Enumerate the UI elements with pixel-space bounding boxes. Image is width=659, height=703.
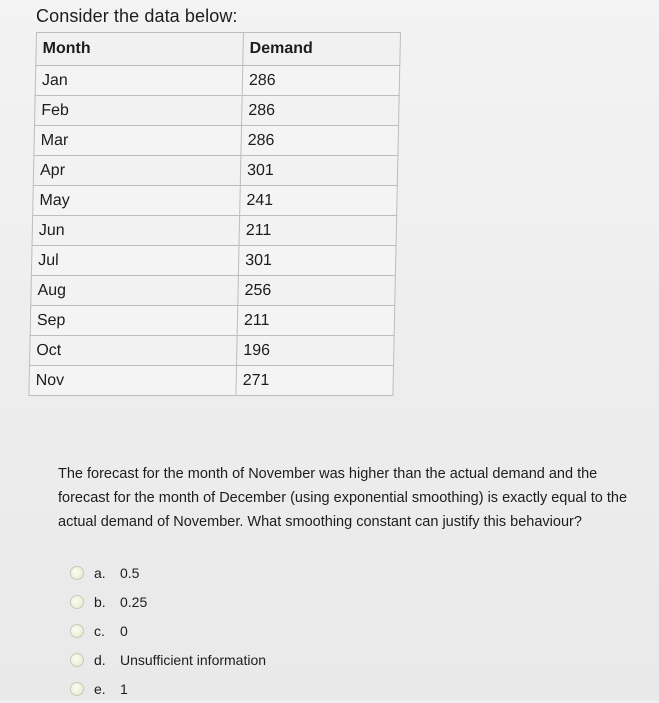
option-letter: a. (94, 564, 106, 581)
header-month: Month (36, 33, 244, 66)
option-text: Unsufficient information (120, 651, 267, 668)
table-row (33, 186, 398, 216)
intro-text: Consider the data below: (36, 6, 238, 26)
table-row (30, 336, 395, 366)
month-cell: Apr (33, 156, 241, 186)
option-text: 0.5 (120, 564, 140, 581)
option-letter: c. (94, 622, 105, 639)
demand-cell: 241 (240, 186, 398, 216)
month-cell: Jun (32, 216, 240, 246)
table-row (34, 126, 399, 156)
option-a[interactable] (70, 558, 266, 587)
table-header-row (36, 33, 401, 66)
option-text: 0.25 (120, 593, 148, 610)
question-text: The forecast for the month of November was higher than the actual demand and the forecast for the month of December (using exponential smoothing) is exactly equal to the actual demand of November. What smoothing constant can justify this behaviour? (58, 466, 628, 530)
table-row (29, 366, 394, 396)
month-cell: Jul (31, 246, 239, 276)
demand-cell: 301 (240, 156, 398, 186)
month-cell: Sep (30, 306, 238, 336)
month-cell: Feb (35, 96, 243, 126)
answer-options (70, 558, 266, 703)
demand-table (28, 32, 401, 396)
radio-button[interactable] (70, 595, 84, 609)
month-cell: Aug (31, 276, 239, 306)
option-e[interactable] (70, 674, 266, 703)
month-cell: Oct (30, 336, 238, 366)
table-row (31, 246, 396, 276)
demand-cell: 301 (238, 246, 396, 276)
demand-cell: 286 (242, 66, 400, 96)
table-row (32, 216, 397, 246)
table-row (33, 156, 398, 186)
header-demand: Demand (243, 33, 401, 66)
option-d[interactable] (70, 645, 266, 674)
radio-button[interactable] (70, 566, 84, 580)
option-text: 1 (120, 680, 128, 697)
option-letter: b. (94, 593, 106, 610)
option-letter: e. (94, 680, 106, 697)
demand-cell: 211 (239, 216, 397, 246)
table-row (31, 276, 396, 306)
month-cell: Jan (35, 66, 243, 96)
demand-cell: 196 (237, 336, 395, 366)
demand-cell: 211 (237, 306, 395, 336)
radio-button[interactable] (70, 624, 84, 638)
option-c[interactable] (70, 616, 266, 645)
table-row (30, 306, 395, 336)
option-letter: d. (94, 651, 106, 668)
demand-cell: 271 (236, 366, 394, 396)
month-cell: Nov (29, 366, 237, 396)
month-cell: Mar (34, 126, 242, 156)
radio-button[interactable] (70, 682, 84, 696)
month-cell: May (33, 186, 241, 216)
option-b[interactable] (70, 587, 266, 616)
demand-cell: 286 (241, 126, 399, 156)
table-row (35, 66, 400, 96)
option-text: 0 (120, 622, 128, 639)
table-row (35, 96, 400, 126)
demand-cell: 286 (242, 96, 400, 126)
radio-button[interactable] (70, 653, 84, 667)
demand-cell: 256 (238, 276, 396, 306)
